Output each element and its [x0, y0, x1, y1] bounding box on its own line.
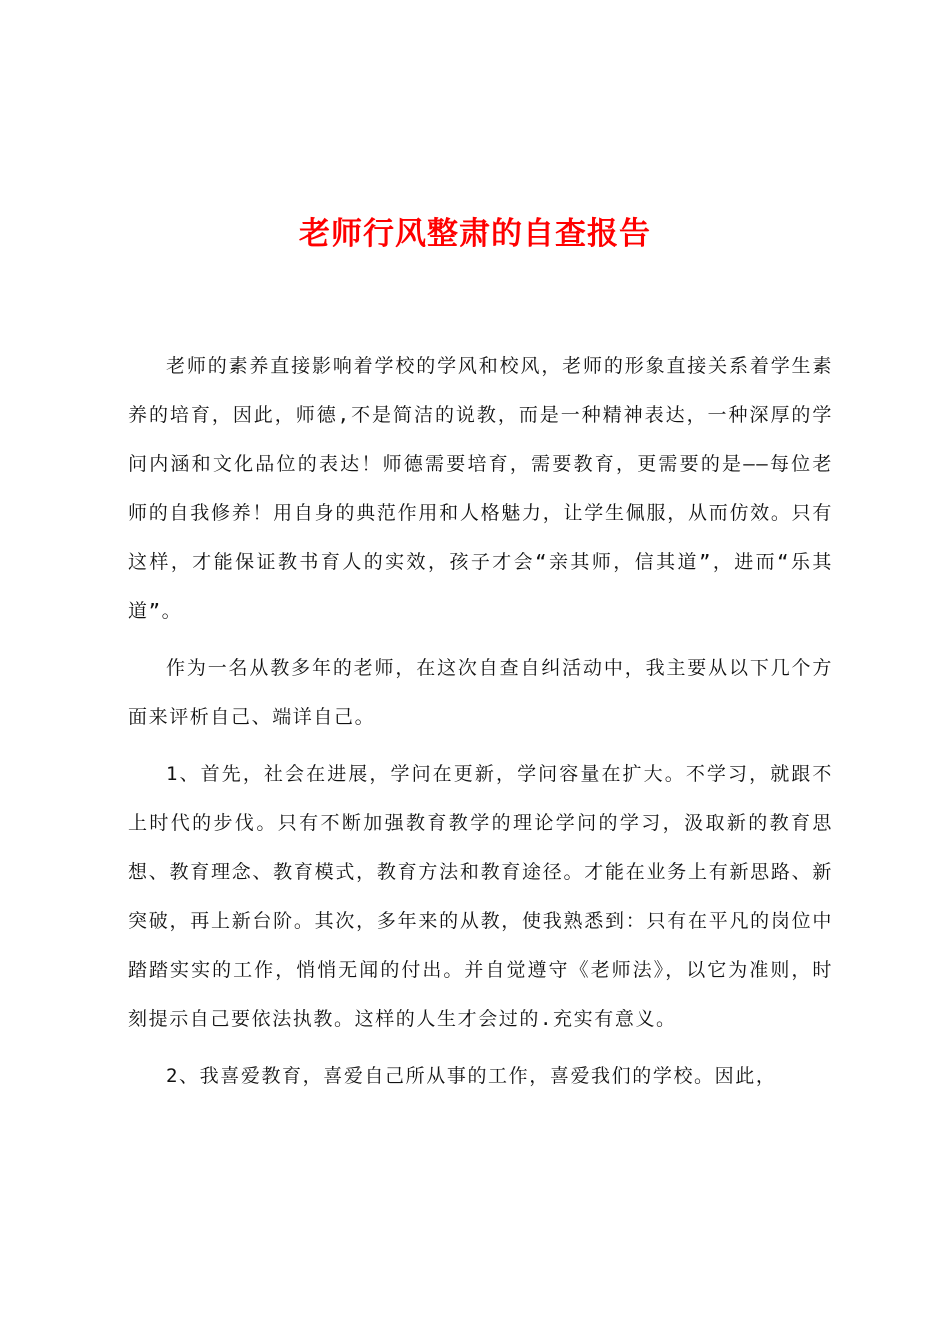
document-body [128, 342, 833, 1109]
paragraph-intro: 老师的素养直接影响着学校的学风和校风，老师的形象直接关系着学生素养的培育，因此，师德,不是简洁的说教，而是一种精神表达，一种深厚的学问内涵和文化品位的表达！师德需要培育，需要教育，更需要的是——每位老师的自我修养！用自身的典范作用和人格魅力，让学生佩服，从而仿效。只有这样，才能保证教书育人的实效，孩子才会“亲其师，信其道”，进而“乐其道”。 [128, 355, 833, 622]
paragraph-point-1: 1、首先，社会在进展，学问在更新，学问容量在扩大。不学习，就跟不上时代的步伐。只有不断加强教育教学的理论学问的学习，汲取新的教育思想、教育理念、教育模式，教育方法和教育途径。才能在业务上有新思路、新突破，再上新台阶。其次，多年来的从教，使我熟悉到：只有在平凡的岗位中踏踏实实的工作，悄悄无闻的付出。并自觉遵守《老师法》，以它为准则，时刻提示自己要依法执教。这样的人生才会过的.充实有意义。 [128, 763, 833, 1030]
document-title: 老师行风整肃的自查报告 [299, 216, 651, 252]
paragraph-point-2: 2、我喜爱教育，喜爱自己所从事的工作，喜爱我们的学校。因此， [166, 1065, 777, 1087]
paragraph-overview: 作为一名从教多年的老师，在这次自查自纠活动中，我主要从以下几个方面来评析自己、端详自己。 [128, 657, 833, 728]
